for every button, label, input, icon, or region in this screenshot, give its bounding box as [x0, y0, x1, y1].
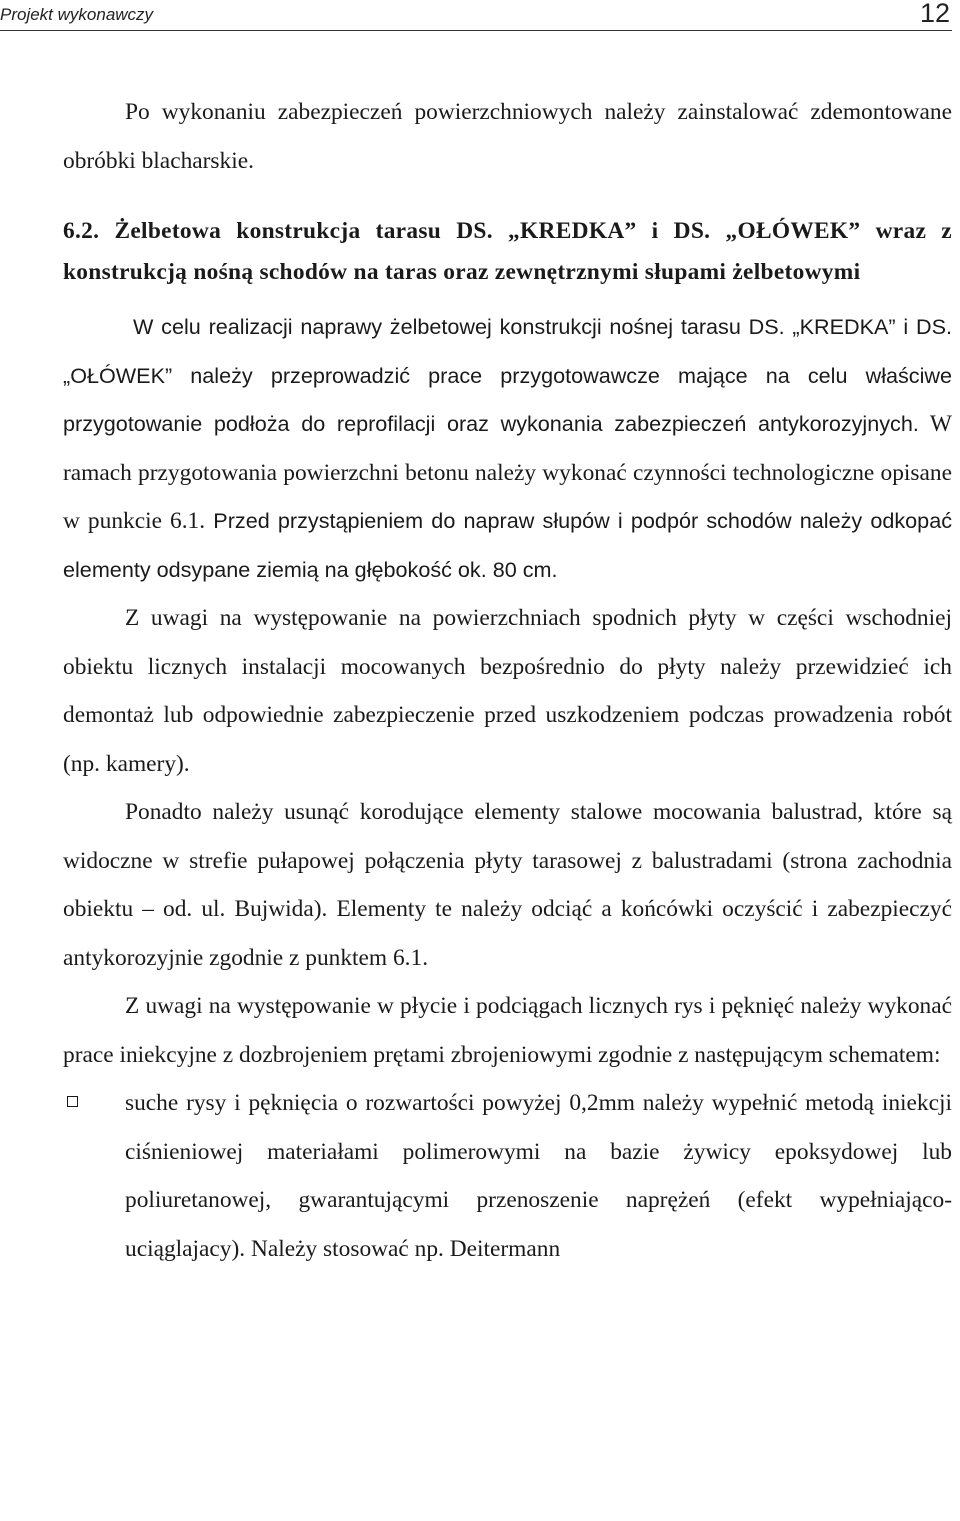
- paragraph-preparation-serif: W ramach przygotowania powierzchni betonu należy wykonać czynności technologiczne opisane w punkcie 6.1.: [63, 411, 952, 534]
- checkbox-bullet-icon: [67, 1096, 78, 1107]
- paragraph-balustrades: Ponadto należy usunąć korodujące elementy stalowe mocowania balustrad, które są widoczne w strefie pułapowej połączenia płyty tarasowej z balustradami (strona zachodnia obiektu – od. ul. Bujwida). Elementy te należy odciąć a końcówki oczyścić i zabezpieczyć antykorozyjnie zgodnie z punktem 6.1.: [63, 799, 952, 971]
- section-heading: 6.2. Żelbetowa konstrukcja tarasu DS. „KREDKA” i DS. „OŁÓWEK” wraz z konstrukcją nośną schodów na taras oraz zewnętrznymi słupami żelbetowymi: [63, 218, 952, 285]
- paragraph-preparation-sans: W celu realizacji naprawy żelbetowej konstrukcji nośnej tarasu DS. „KREDKA” i DS. „OŁÓWEK” należy przeprowadzić prace przygotowawcze mające na celu właściwe przygotowanie podłoża do reprofilacji oraz wykonania zabezpieczeń antykorozyjnych.: [63, 314, 952, 436]
- list-item: [63, 1079, 952, 1273]
- paragraph-flashings: Po wykonaniu zabezpieczeń powierzchniowych należy zainstalować zdemontowane obróbki blacharskie.: [63, 99, 952, 174]
- list-item-text: suche rysy i pęknięcia o rozwartości powyżej 0,2mm należy wypełnić metodą iniekcji ciśnieniowej materiałami polimerowymi na bazie żywicy epoksydowej lub poliuretanowej, gwarantującymi przenoszenie naprężeń (efekt wypełniająco-uciąglajacy). Należy stosować np. Deitermann: [125, 1090, 952, 1262]
- paragraph-preparation: [63, 303, 952, 594]
- paragraph-preparation-end: Przed przystąpieniem do napraw słupów i podpór schodów należy odkopać elementy odsypane ziemią na głębokość ok. 80 cm.: [63, 508, 953, 582]
- document-title: Projekt wykonawczy: [0, 5, 154, 24]
- page-header: [0, 0, 952, 31]
- document-body: [63, 88, 952, 1273]
- paragraph-installations: Z uwagi na występowanie na powierzchniach spodnich płyty w części wschodniej obiektu licznych instalacji mocowanych bezpośrednio do płyty należy przewidzieć ich demontaż lub odpowiednie zabezpieczenie przed uszkodzeniem podczas prowadzenia robót (np. kamery).: [63, 605, 952, 777]
- page-number: 12: [919, 0, 950, 28]
- paragraph-injection: Z uwagi na występowanie w płycie i podciągach licznych rys i pęknięć należy wykonać prace iniekcyjne z dozbrojeniem prętami zbrojeniowymi zgodnie z następującym schematem:: [63, 993, 952, 1068]
